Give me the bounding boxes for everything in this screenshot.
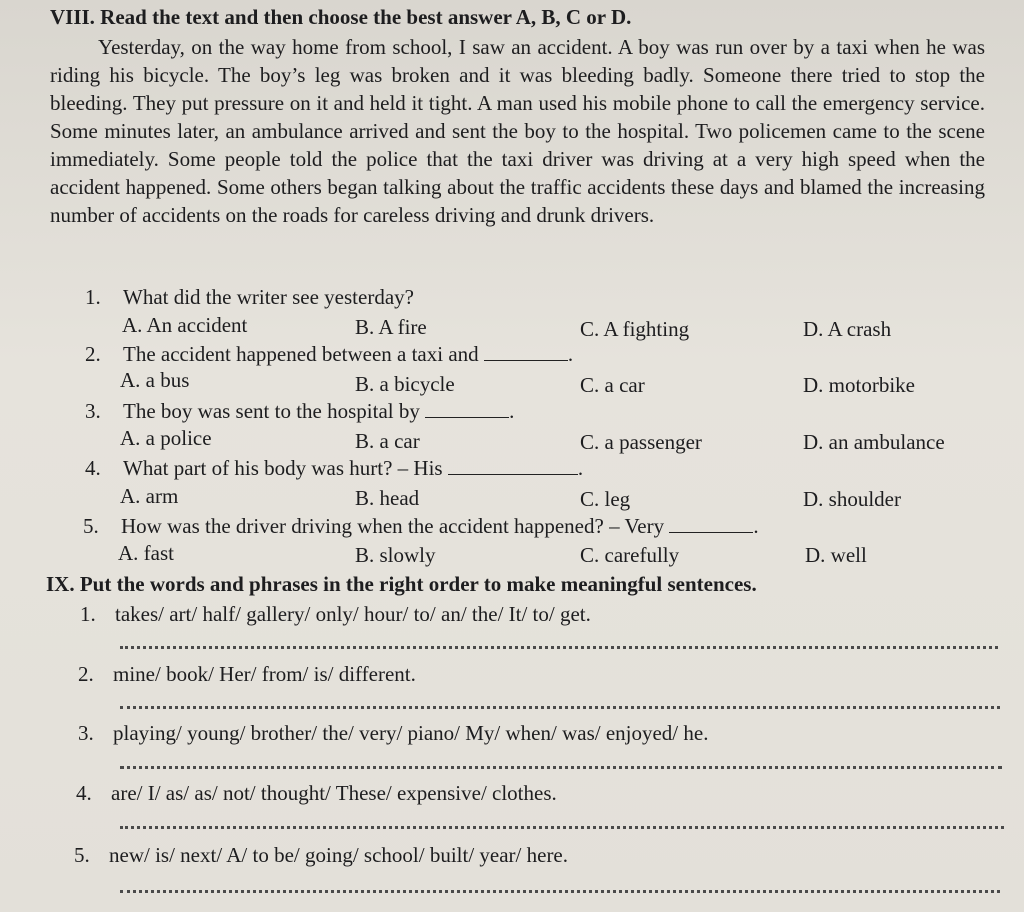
item-number: 3. [78, 721, 94, 745]
question-line [123, 399, 514, 424]
option-b: B. slowly [355, 543, 436, 567]
question-text: What did the writer see yesterday? [123, 285, 414, 309]
question-end-punct: . [753, 514, 759, 538]
option-d: D. motorbike [803, 373, 915, 397]
option-a: A. arm [120, 484, 179, 508]
answer-line-4[interactable] [120, 826, 1004, 829]
answer-line-2[interactable] [120, 706, 1000, 709]
reorder-item-2 [78, 662, 416, 687]
item-text: are/ I/ as/ as/ not/ thought/ These/ expensive/ clothes. [111, 781, 557, 805]
option-a: A. An accident [122, 313, 248, 337]
option-c: C. a passenger [580, 430, 702, 454]
option-b: B. a car [355, 429, 420, 453]
item-text: playing/ young/ brother/ the/ very/ piano/ My/ when/ was/ enjoyed/ he. [113, 721, 709, 745]
answer-blank [448, 456, 578, 475]
item-number: 2. [78, 662, 94, 686]
option-a: A. a police [120, 426, 212, 450]
question-number: 3. [85, 399, 101, 423]
item-number: 1. [80, 602, 96, 626]
option-b: B. head [355, 486, 420, 510]
question-end-punct: . [577, 456, 584, 480]
section-8-heading: VIII. Read the text and then choose the best answer A, B, C or D. [50, 5, 632, 29]
reorder-item-1 [80, 602, 591, 627]
question-line [123, 456, 583, 481]
section-9-heading: IX. Put the words and phrases in the right order to make meaningful sentences. [46, 572, 757, 596]
question-end-punct: . [509, 399, 515, 423]
question-number: 2. [85, 342, 101, 366]
option-d: D. A crash [803, 317, 892, 341]
option-d: D. shoulder [803, 487, 901, 511]
reorder-item-5 [74, 843, 568, 868]
option-d: D. well [805, 543, 867, 567]
option-a: A. fast [118, 541, 174, 565]
question-line [121, 514, 759, 539]
answer-line-1[interactable] [120, 646, 998, 649]
answer-blank [484, 342, 568, 361]
answer-line-5[interactable] [120, 890, 1000, 893]
option-d: D. an ambulance [803, 430, 945, 454]
reading-passage: Yesterday, on the way home from school, I saw an accident. A boy was run over by a taxi when he was riding his bicycle. The boy’s leg was broken and it was bleeding badly. Someone there tried to stop the bleeding. They put pressure on it and held it tight. A man used his mobile phone to call the emergency service. Some minutes later, an ambulance arrived and sent the boy to the hospital. Two policemen came to the scene immediately. Some people told the police that the taxi driver was driving at a very high speed when the accident happened. Some others began talking about the traffic accidents these days and blamed the increasing number of accidents on the roads for careless driving and drunk drivers. [50, 35, 985, 227]
option-c: C. a car [580, 373, 645, 397]
option-b: B. a bicycle [355, 372, 455, 396]
item-text: new/ is/ next/ A/ to be/ going/ school/ built/ year/ here. [109, 843, 569, 867]
option-c: C. leg [580, 487, 631, 511]
question-text: The boy was sent to the hospital by [123, 399, 420, 423]
question-number: 5. [83, 514, 99, 538]
item-number: 4. [76, 781, 92, 805]
reorder-item-4 [76, 781, 557, 806]
question-text: What part of his body was hurt? – His [123, 456, 443, 480]
question-number: 1. [85, 285, 101, 309]
question-end-punct: . [567, 342, 574, 366]
question-text: How was the driver driving when the accident happened? – Very [121, 514, 665, 538]
reorder-item-3 [78, 721, 708, 746]
item-text: mine/ book/ Her/ from/ is/ different. [113, 662, 416, 686]
option-b: B. A fire [355, 315, 427, 339]
option-c: C. carefully [580, 543, 680, 567]
question-number: 4. [85, 456, 101, 480]
item-number: 5. [74, 843, 90, 867]
option-c: C. A fighting [580, 317, 690, 341]
answer-line-3[interactable] [120, 766, 1002, 769]
answer-blank [669, 514, 753, 533]
option-a: A. a bus [120, 368, 190, 392]
item-text: takes/ art/ half/ gallery/ only/ hour/ to/ an/ the/ It/ to/ get. [115, 602, 591, 626]
answer-blank [425, 399, 509, 418]
question-line [123, 342, 573, 367]
question-text: The accident happened between a taxi and [123, 342, 479, 366]
